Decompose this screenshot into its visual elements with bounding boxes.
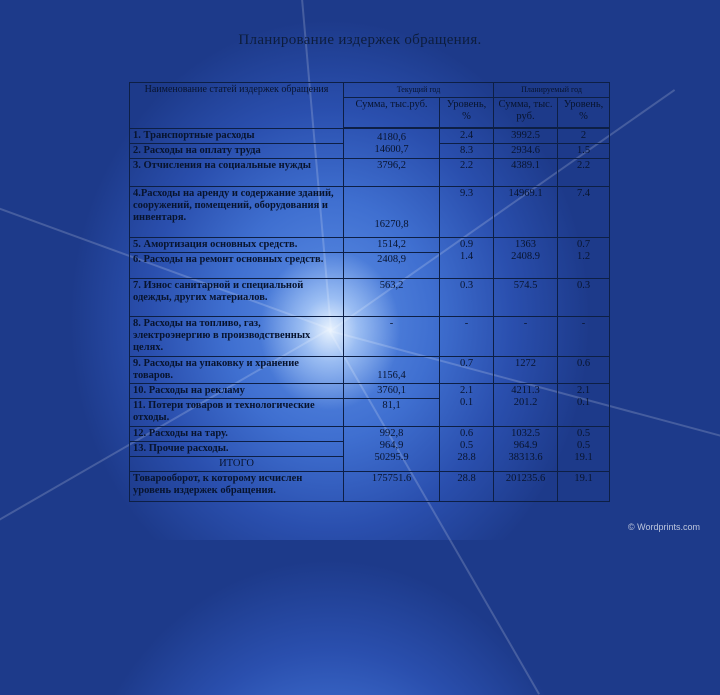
- row-name: 9. Расходы на упаковку и хранение товаров.: [130, 357, 344, 384]
- row-plan-sum-5: 1363: [515, 238, 536, 250]
- row-name: 10. Расходы на рекламу: [130, 384, 344, 399]
- turnover-row: [130, 471, 610, 501]
- row-level-10: 2.1: [459, 385, 474, 397]
- row-sum: 1156,4: [344, 357, 440, 384]
- row-sum: 81,1: [344, 399, 440, 426]
- row-sum: 3796,2: [344, 159, 440, 187]
- row-level-12: 0.6: [459, 427, 474, 439]
- header-level: Уровень, %: [440, 98, 494, 128]
- watermark: © Wordprints.com: [628, 522, 700, 532]
- row-level: 8.3: [440, 144, 494, 159]
- row-plan-sum: 14969.1: [494, 187, 558, 237]
- row-sum-2: 14600,7: [374, 143, 409, 155]
- total-plan-level: 19.1: [574, 451, 593, 463]
- turnover-sum: 175751.6: [344, 471, 440, 501]
- header-sum: Сумма, тыс.руб.: [344, 98, 440, 128]
- row-name: 8. Расходы на топливо, газ, электроэнергию в производственных целях.: [130, 317, 344, 357]
- row-plan-sum: [494, 237, 558, 278]
- page-title: Планирование издержек обращения.: [238, 32, 482, 48]
- row-name: 6. Расходы на ремонт основных средств.: [130, 252, 344, 278]
- total-level: 28.8: [457, 451, 476, 463]
- row-plan-sum: 2934.6: [494, 144, 558, 159]
- header-current-year: Текущий год: [344, 83, 494, 98]
- row-name: 12. Расходы на тару.: [130, 426, 344, 441]
- row-level: 9.3: [440, 187, 494, 237]
- row-plan-sum: 3992.5: [494, 129, 558, 144]
- row-plan-sum-12: 1032.5: [511, 427, 540, 439]
- row-plan-sum-11: 201.2: [513, 397, 538, 409]
- row-plan-level: [558, 426, 610, 471]
- row-plan-level: -: [558, 317, 610, 357]
- turnover-name: Товарооборот, к которому исчислен уровень издержек обращения.: [130, 471, 344, 501]
- row-plan-level: 0.6: [558, 357, 610, 384]
- costs-table: [129, 82, 610, 502]
- row-level-5: 0.9: [459, 238, 474, 250]
- row-plan-level: 1.5: [558, 144, 610, 159]
- row-sum: 563,2: [344, 278, 440, 316]
- row-sum: [344, 426, 440, 471]
- row-sum: -: [344, 317, 440, 357]
- row-level: [440, 384, 494, 426]
- row-plan-sum: 574.5: [494, 278, 558, 316]
- row-name: 2. Расходы на оплату труда: [130, 144, 344, 159]
- row-name: 11. Потери товаров и технологические отходы.: [130, 399, 344, 426]
- row-plan-level: 7.4: [558, 187, 610, 237]
- table-row: [130, 357, 610, 384]
- turnover-level: 28.8: [440, 471, 494, 501]
- row-sum: [344, 129, 440, 159]
- row-name: 1. Транспортные расходы: [130, 129, 344, 144]
- turnover-plan-level: 19.1: [558, 471, 610, 501]
- row-name: 13. Прочие расходы.: [130, 441, 344, 456]
- row-name: 4.Расходы на аренду и содержание зданий, сооружений, помещений, оборудования и инвентаря.: [130, 187, 344, 237]
- row-plan-sum-6: 2408.9: [511, 250, 540, 262]
- row-plan-level: 2: [558, 129, 610, 144]
- table-row: [130, 317, 610, 357]
- row-name: 3. Отчисления на социальные нужды: [130, 159, 344, 187]
- row-plan-level-12: 0.5: [576, 427, 591, 439]
- row-sum-1: 4180,6: [377, 131, 406, 143]
- row-plan-sum-10: 4211.3: [511, 385, 540, 397]
- turnover-plan-sum: 201235.6: [494, 471, 558, 501]
- table-row: [130, 426, 610, 441]
- row-plan-level-13: 0.5: [576, 439, 591, 451]
- row-plan-sum: 1272: [494, 357, 558, 384]
- row-sum: 1514,2: [344, 237, 440, 252]
- table-row: [130, 129, 610, 144]
- row-plan-sum: 4389.1: [494, 159, 558, 187]
- row-plan-level-11: 0.1: [576, 397, 591, 409]
- row-sum-13: 964,9: [379, 439, 404, 451]
- row-plan-level-6: 1.2: [576, 250, 591, 262]
- row-level: 0.7: [440, 357, 494, 384]
- row-plan-level: 0.3: [558, 278, 610, 316]
- header-plan-sum: Сумма, тыс. руб.: [494, 98, 558, 128]
- row-level: 0.3: [440, 278, 494, 316]
- table-row: [130, 384, 610, 399]
- row-name: 5. Амортизация основных средств.: [130, 237, 344, 252]
- row-level: -: [440, 317, 494, 357]
- row-name: 7. Износ санитарной и специальной одежды, других материалов.: [130, 278, 344, 316]
- table-row: [130, 278, 610, 316]
- row-plan-sum-13: 964.9: [513, 439, 538, 451]
- row-sum-12: 992,8: [379, 427, 404, 439]
- header-plan-level: Уровень, %: [558, 98, 610, 128]
- row-plan-sum: -: [494, 317, 558, 357]
- row-level-11: 0.1: [459, 397, 474, 409]
- row-level: [440, 426, 494, 471]
- row-sum: 16270,8: [344, 187, 440, 237]
- row-plan-level: [558, 384, 610, 426]
- row-plan-level: [558, 237, 610, 278]
- total-label: ИТОГО: [130, 456, 344, 471]
- table-row: [130, 237, 610, 252]
- row-level-6: 1.4: [459, 250, 474, 262]
- row-level-13: 0.5: [459, 439, 474, 451]
- row-level: 2.2: [440, 159, 494, 187]
- row-sum: 2408,9: [344, 252, 440, 278]
- table-row: [130, 159, 610, 187]
- row-plan-level-5: 0.7: [576, 238, 591, 250]
- table-row: [130, 187, 610, 237]
- header-name: Наименование статей издержек обращения: [130, 83, 344, 129]
- row-plan-sum: [494, 426, 558, 471]
- row-level: [440, 237, 494, 278]
- row-sum: 3760,1: [344, 384, 440, 399]
- row-plan-sum: [494, 384, 558, 426]
- total-plan-sum: 38313.6: [508, 451, 543, 463]
- total-sum: 50295.9: [374, 451, 409, 463]
- header-plan-year: Планируемый год: [494, 83, 610, 98]
- row-plan-level: 2.2: [558, 159, 610, 187]
- row-level: 2.4: [440, 129, 494, 144]
- row-plan-level-10: 2.1: [576, 385, 591, 397]
